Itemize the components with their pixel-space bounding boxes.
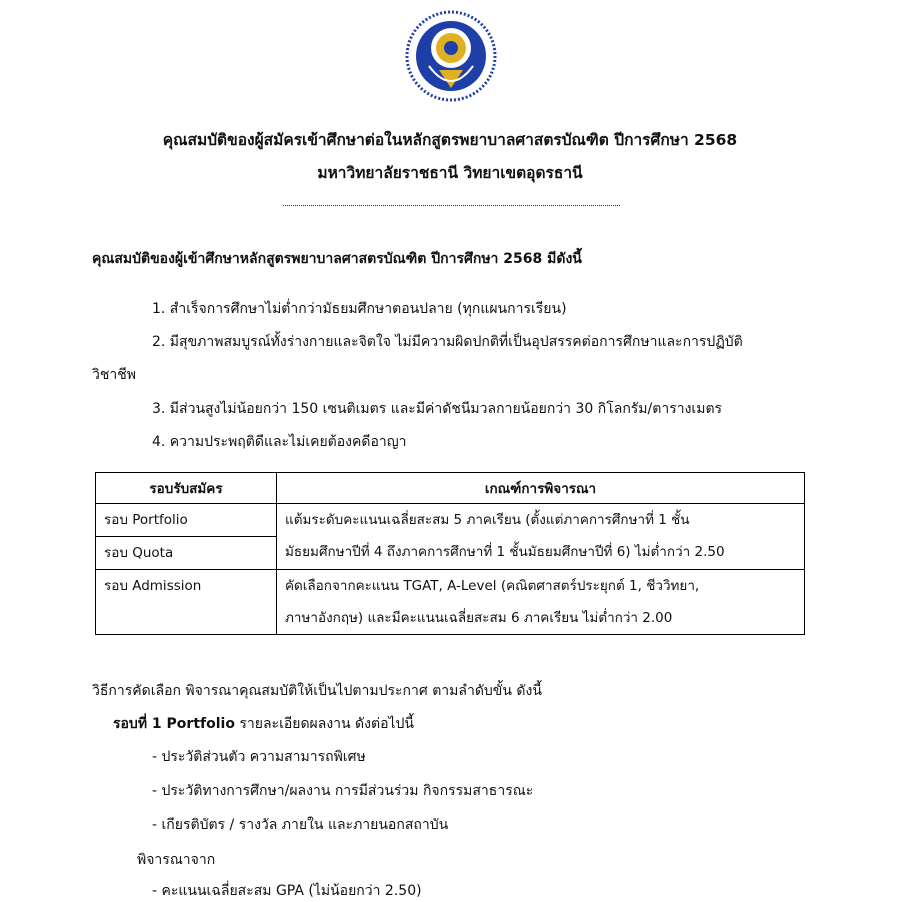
list-item: - ประวัติทางการศึกษา/ผลงาน การมีส่วนร่วม กิจกรรมสาธารณะ xyxy=(152,783,534,799)
table-row xyxy=(96,504,805,570)
table-row xyxy=(96,570,805,635)
qualifications-heading: คุณสมบัติของผู้เข้าศึกษาหลักสูตรพยาบาลศาสตรบัณฑิต ปีการศึกษา 2568 มีดังนี้ xyxy=(92,251,582,267)
list-item: - เกียรติบัตร / รางวัล ภายใน และภายนอกสถาบัน xyxy=(152,817,449,833)
document-title-line1: คุณสมบัติของผู้สมัครเข้าศึกษาต่อในหลักสูตรพยาบาลศาสตรบัณฑิต ปีการศึกษา 2568 xyxy=(162,131,738,149)
table-header-round: รอบรับสมัคร xyxy=(96,473,277,504)
list-item: - คะแนนเฉลี่ยสะสม GPA (ไม่น้อยกว่า 2.50) xyxy=(152,883,422,899)
table-cell-round xyxy=(96,504,277,570)
table-cell-round xyxy=(96,570,277,635)
document-title-line2: มหาวิทยาลัยราชธานี วิทยาเขตอุดรธานี xyxy=(317,164,583,182)
selection-method-text: วิธีการคัดเลือก พิจารณาคุณสมบัติให้เป็นไปตามประกาศ ตามลำดับขั้น ดังนี้ xyxy=(92,683,542,699)
criteria-line: ภาษาอังกฤษ) และมีคะแนนเฉลี่ยสะสม 6 ภาคเรียน ไม่ต่ำกว่า 2.00 xyxy=(285,610,673,626)
consider-label: พิจารณาจาก xyxy=(137,852,216,868)
dotted-divider xyxy=(283,205,620,206)
qualification-item: 3. มีส่วนสูงไม่น้อยกว่า 150 เซนติเมตร และมีค่าดัชนีมวลกายน้อยกว่า 30 กิโลกรัม/ตารางเมตร xyxy=(152,401,723,417)
criteria-line: คัดเลือกจากคะแนน TGAT, A-Level (คณิตศาสตร์ประยุกต์ 1, ชีววิทยา, xyxy=(285,578,700,594)
qualification-item: 1. สำเร็จการศึกษาไม่ต่ำกว่ามัธยมศึกษาตอนปลาย (ทุกแผนการเรียน) xyxy=(152,301,567,317)
criteria-line: แต้มระดับคะแนนเฉลี่ยสะสม 5 ภาคเรียน (ตั้งแต่ภาคการศึกษาที่ 1 ชั้น xyxy=(285,512,690,528)
admission-criteria-table xyxy=(95,472,805,635)
round1-description: รายละเอียดผลงาน ดังต่อไปนี้ xyxy=(234,716,414,732)
list-item: - ประวัติส่วนตัว ความสามารถพิเศษ xyxy=(152,749,366,765)
table-cell-criteria xyxy=(277,570,805,635)
table-header-criteria: เกณฑ์การพิจารณา xyxy=(277,473,805,504)
round1-label: รอบที่ 1 Portfolio xyxy=(113,716,235,732)
round-label: รอบ Admission xyxy=(104,578,202,594)
round-label: รอบ Portfolio xyxy=(104,512,188,528)
round-label: รอบ Quota xyxy=(96,536,276,569)
criteria-line: มัธยมศึกษาปีที่ 4 ถึงภาคการศึกษาที่ 1 ชั้นมัธยมศึกษาปีที่ 6) ไม่ต่ำกว่า 2.50 xyxy=(285,544,725,560)
table-header-row xyxy=(96,473,805,504)
qualification-item-continued: วิชาชีพ xyxy=(92,367,136,383)
table-cell-criteria xyxy=(277,504,805,570)
university-seal-logo xyxy=(403,8,499,104)
round1-heading xyxy=(113,713,414,735)
qualification-item: 2. มีสุขภาพสมบูรณ์ทั้งร่างกายและจิตใจ ไม่มีความผิดปกติที่เป็นอุปสรรคต่อการศึกษาและการปฏิบัติ xyxy=(152,334,743,350)
qualification-item: 4. ความประพฤติดีและไม่เคยต้องคดีอาญา xyxy=(152,434,407,450)
